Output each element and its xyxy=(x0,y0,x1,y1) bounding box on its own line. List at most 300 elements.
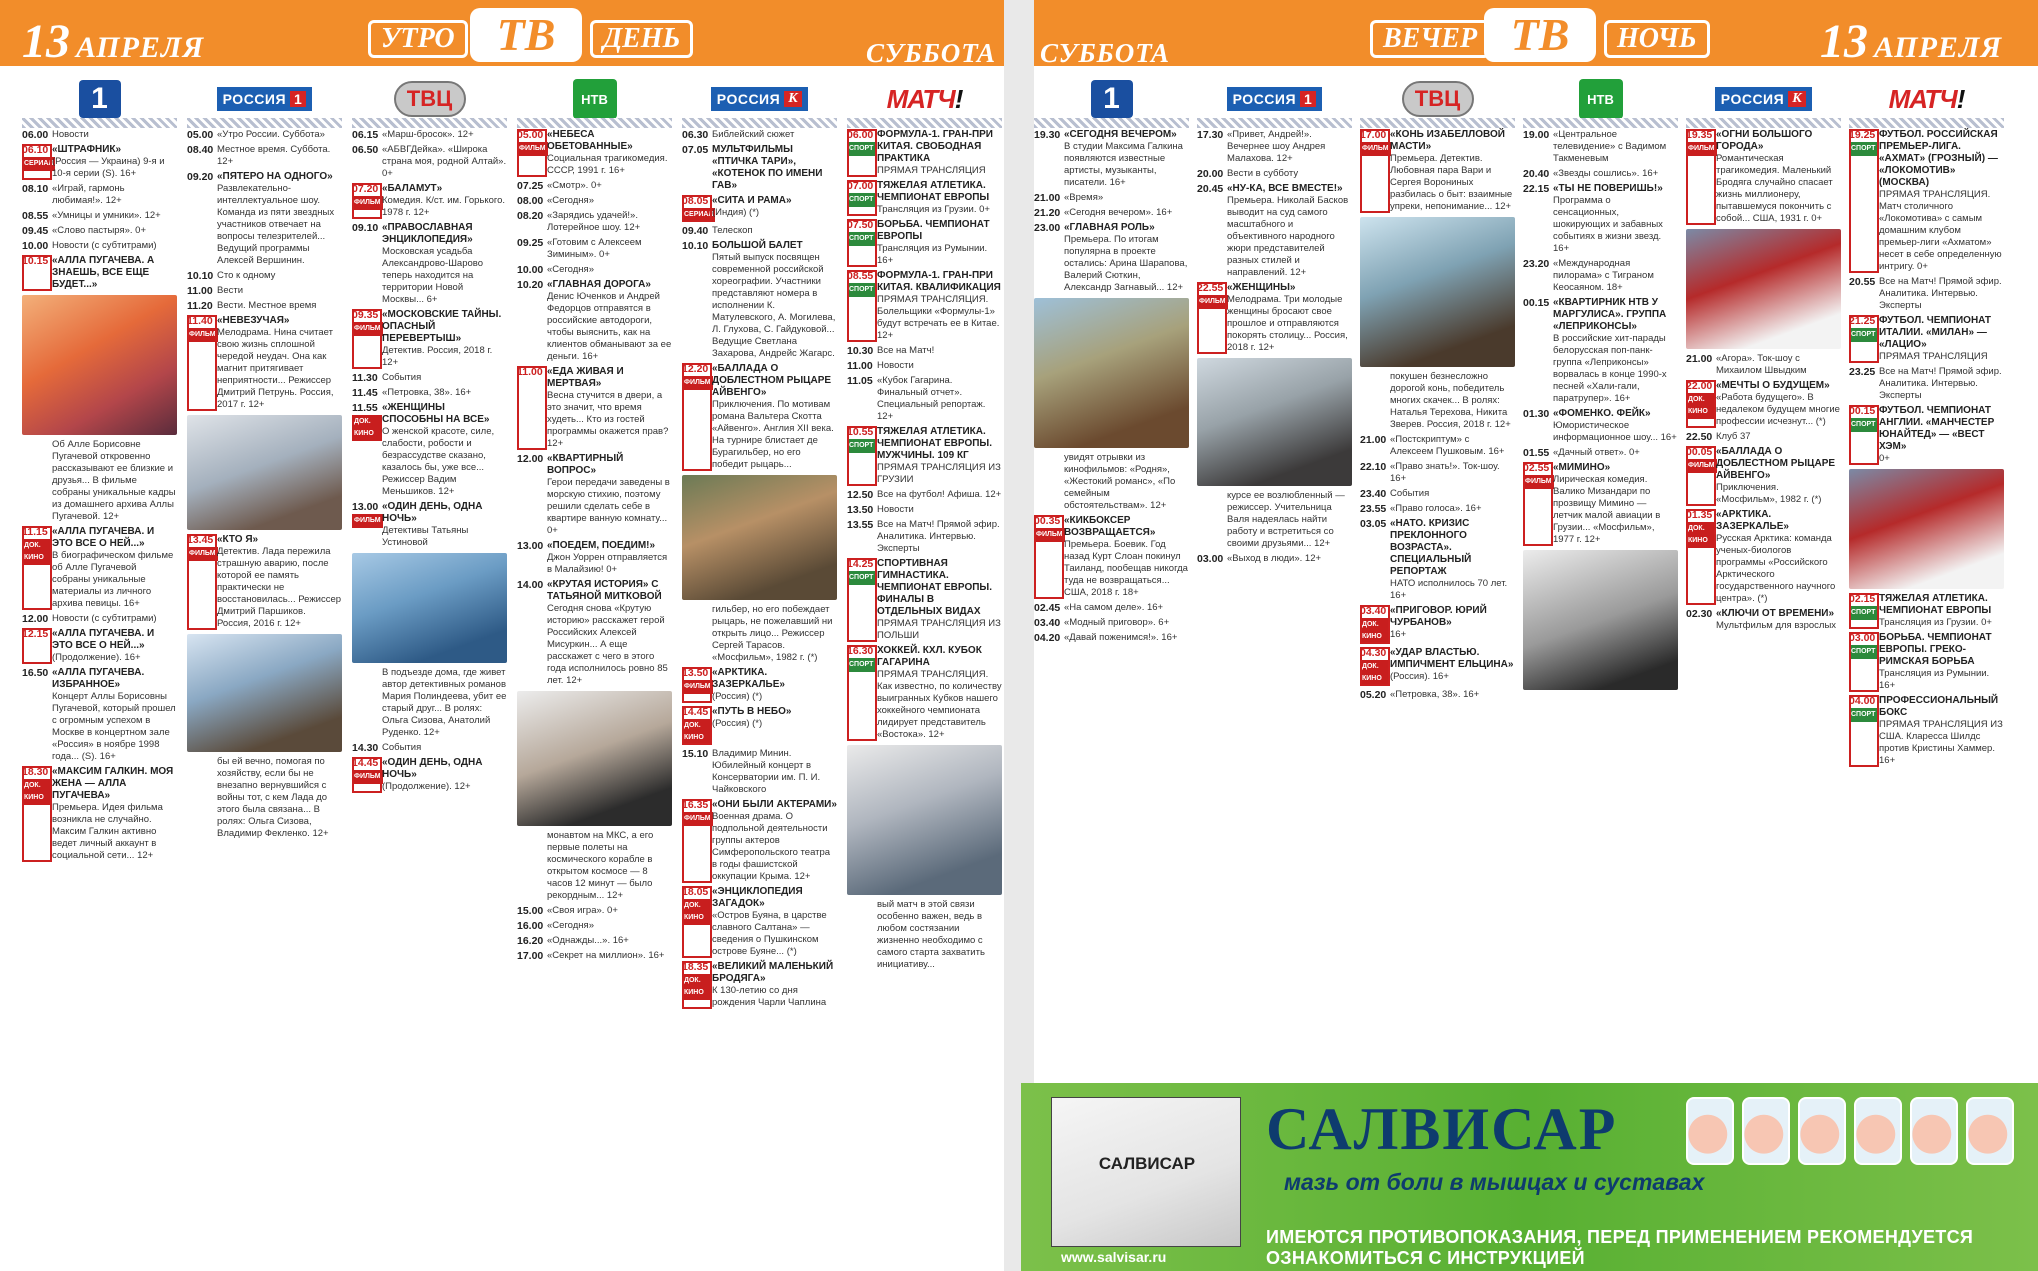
program-info xyxy=(382,402,507,498)
program-title: «МИМИНО» xyxy=(1553,462,1611,473)
program-title: «МЕЧТЫ О БУДУЩЕМ» xyxy=(1716,380,1830,391)
channel-header xyxy=(1849,74,2004,126)
program-photo xyxy=(1360,217,1515,367)
channel-column xyxy=(1523,74,1678,1252)
program-photo xyxy=(352,553,507,663)
program-entry xyxy=(22,225,177,237)
program-info xyxy=(877,519,1002,555)
program-info xyxy=(217,144,342,168)
channel-header xyxy=(1523,74,1678,126)
program-description: «На самом деле». 16+ xyxy=(1064,602,1164,613)
program-description: Русская Арктика: команда ученых-биологов программы «Российского Арктического государственного научного центра». (*) xyxy=(1716,533,1836,604)
program-entry xyxy=(1034,452,1189,512)
program-entry xyxy=(1034,602,1189,614)
program-entry xyxy=(22,766,177,862)
rossia1-logo xyxy=(1227,87,1323,111)
program-info xyxy=(52,526,177,610)
program-info xyxy=(712,961,837,1009)
program-time: 19.25 СПОРТ xyxy=(1849,129,1879,273)
channel-column xyxy=(352,74,507,1252)
program-list xyxy=(1686,126,1841,632)
program-title: «ОДИН ДЕНЬ, ОДНА НОЧЬ» xyxy=(382,757,483,780)
program-time: 00.05 ФИЛЬМ xyxy=(1686,446,1716,506)
program-info xyxy=(1390,129,1515,213)
program-info xyxy=(52,129,177,141)
program-info xyxy=(1716,446,1841,506)
program-entry xyxy=(847,129,1002,177)
program-title: «АЛЛА ПУГАЧЕВА. ИЗБРАННОЕ» xyxy=(52,667,145,690)
rossiak-logo xyxy=(1715,87,1812,111)
program-description: Юмористическое информационное шоу... 16+ xyxy=(1553,420,1677,443)
program-title: «УДАР ВЛАСТЬЮ. ИМПИЧМЕНТ ЕЛЬЦИНА» xyxy=(1390,647,1514,670)
program-entry xyxy=(1360,461,1515,485)
program-time: 12.20 ФИЛЬМ xyxy=(682,363,712,471)
program-time: 16.20 xyxy=(517,935,544,947)
right-page xyxy=(1034,0,2038,1271)
program-info xyxy=(52,210,177,222)
program-entry xyxy=(1034,129,1189,189)
genre-badge: СПОРТ xyxy=(1849,328,1877,342)
program-time: 09.25 xyxy=(517,237,544,249)
program-entry xyxy=(22,613,177,625)
program-info xyxy=(1553,297,1678,405)
program-time: 10.55 СПОРТ xyxy=(847,426,877,486)
logo-letter: К xyxy=(784,91,802,107)
channel-header xyxy=(1034,74,1189,126)
program-entry xyxy=(1849,405,2004,465)
genre-badge: ФИЛЬМ xyxy=(682,812,713,826)
program-description: Вести в субботу xyxy=(1227,168,1299,179)
program-info xyxy=(1879,315,2004,363)
program-info xyxy=(712,144,837,192)
program-entry xyxy=(1849,315,2004,363)
program-photo xyxy=(187,634,342,752)
program-time: 23.25 xyxy=(1849,366,1876,378)
program-info xyxy=(712,363,837,471)
program-description: «Сегодня» xyxy=(547,195,594,206)
genre-badge: ДОК. КИНО xyxy=(682,974,712,1000)
program-description: (Индия) (*) xyxy=(712,207,760,218)
genre-badge: ФИЛЬМ xyxy=(1686,142,1717,156)
program-title: «БАЛЛАДА О ДОБЛЕСТНОМ РЫЦАРЕ АЙВЕНГО» xyxy=(1716,446,1836,481)
program-info xyxy=(877,129,1002,177)
genre-badge: СПОРТ xyxy=(1849,645,1877,659)
program-list xyxy=(682,126,837,1009)
logo-number: 1 xyxy=(290,91,306,107)
program-time: 17.00 xyxy=(517,950,544,962)
program-info xyxy=(1064,632,1189,644)
program-description: «Марш-бросок». 12+ xyxy=(382,129,474,140)
program-entry xyxy=(517,195,672,207)
program-info xyxy=(382,742,507,754)
program-time: 14.25 СПОРТ xyxy=(847,558,877,642)
channel-column xyxy=(1360,74,1515,1252)
program-description: гильбер, но его побеждает рыцарь, не пожелавший ни открыть лицо... Режиссер Сергей Тарасов. «Мосфильм», 1982 г. (*) xyxy=(712,604,833,663)
right-date-month: АПРЕЛЯ xyxy=(1874,31,2003,64)
program-info xyxy=(217,315,342,411)
program-description: «Давай поженимся!». 16+ xyxy=(1064,632,1178,643)
program-entry xyxy=(682,144,837,192)
genre-badge: ФИЛЬМ xyxy=(1686,459,1717,473)
program-info xyxy=(52,766,177,862)
program-time: 19.00 xyxy=(1523,129,1550,141)
program-entry xyxy=(847,645,1002,741)
genre-badge: ФИЛЬМ xyxy=(352,770,383,784)
program-title: «ШТРАФНИК» xyxy=(52,144,122,155)
logo-text: РОССИЯ xyxy=(222,91,287,107)
genre-badge: СЕРИАЛ xyxy=(22,157,55,171)
genre-badge: ДОК. КИНО xyxy=(22,779,52,805)
program-time: 06.10 СЕРИАЛ xyxy=(22,144,52,180)
ad-slogan: мазь от боли в мышцах и суставах xyxy=(1284,1169,1705,1195)
program-time: 08.05 СЕРИАЛ xyxy=(682,195,712,222)
program-title: ХОККЕЙ. КХЛ. КУБОК ГАГАРИНА xyxy=(877,645,982,668)
program-time: 01.35 ДОК. КИНО xyxy=(1686,509,1716,605)
program-info xyxy=(1064,515,1189,599)
program-title: «ЖЕНЩИНЫ» xyxy=(1227,282,1296,293)
program-description: Местное время. Суббота. 12+ xyxy=(217,144,331,167)
program-description: (Россия) (*) xyxy=(712,691,763,702)
program-time xyxy=(682,604,712,664)
program-info xyxy=(382,309,507,369)
program-info xyxy=(1390,488,1515,500)
program-time: 06.50 xyxy=(352,144,379,156)
program-description: Денис Юченков и Андрей Федорцов отправятся в российские автодороги, чтобы выяснить, как на клиентов обманывают за ее деньги. 16+ xyxy=(547,291,672,362)
program-time: 14.45 ФИЛЬМ xyxy=(352,757,382,793)
program-entry xyxy=(1360,434,1515,458)
program-info xyxy=(547,279,672,363)
program-title: «СЕГОДНЯ ВЕЧЕРОМ» xyxy=(1064,129,1177,140)
program-entry xyxy=(352,501,507,549)
program-info xyxy=(1553,183,1678,255)
program-description: «Право голоса». 16+ xyxy=(1390,503,1482,514)
rossia1-logo xyxy=(217,87,313,111)
program-entry xyxy=(22,667,177,763)
program-entry xyxy=(352,372,507,384)
program-description: Приключения. По мотивам романа Вальтера Скотта «Айвенго». Англия XII века. На турнире блистает де Бурагильбер, но его победит рыцарь... xyxy=(712,399,834,470)
program-description: Концерт Аллы Борисовны Пугачевой, который прошел с огромным успехом в Москве в концертном зале «Россия» в ноябре 1998 года... (S). 16+ xyxy=(52,691,176,762)
program-photo xyxy=(847,745,1002,895)
program-description: События xyxy=(1390,488,1430,499)
program-entry xyxy=(517,279,672,363)
program-title: БОЛЬШОЙ БАЛЕТ xyxy=(712,240,803,251)
program-info xyxy=(1227,490,1352,550)
program-entry xyxy=(1686,129,1841,225)
program-info xyxy=(382,667,507,739)
program-entry xyxy=(1360,605,1515,644)
program-time: 13.45 ФИЛЬМ xyxy=(187,534,217,630)
program-time: 03.40 xyxy=(1034,617,1061,629)
program-description: Сто к одному xyxy=(217,270,276,281)
program-title: СПОРТИВНАЯ ГИМНАСТИКА. ЧЕМПИОНАТ ЕВРОПЫ. ФИНАЛЫ В ОТДЕЛЬНЫХ ВИДАХ xyxy=(877,558,992,617)
program-description: «Модный приговор». 6+ xyxy=(1064,617,1170,628)
program-description: Об Алле Борисовне Пугачевой откровенно рассказывают ее близкие и друзья... В фильме собраны уникальные кадры из домашнего архива Аллы Пугачевой. 12+ xyxy=(52,439,176,522)
program-entry xyxy=(1034,222,1189,294)
program-description: «Готовим с Алексеем Зиминым». 0+ xyxy=(547,237,642,260)
neck-icon xyxy=(1910,1097,1958,1165)
program-info xyxy=(217,270,342,282)
program-time: 08.10 xyxy=(22,183,49,195)
program-description: Премьера. Боевик. Год назад Курт Слоан покинул Таиланд, пообещав никогда туда не возвращаться... США, 2018 г. 18+ xyxy=(1064,539,1188,598)
product-box-label: САЛВИСАР xyxy=(1098,1154,1196,1173)
program-description: Военная драма. О подпольной деятельности группы актеров Симферопольского театра в годы фашистской оккупации Крыма. 12+ xyxy=(712,811,831,882)
program-info xyxy=(1553,408,1678,444)
program-description: ПРЯМАЯ ТРАНСЛЯЦИЯ. Матч столичного «Локомотива» с самым домашним клубом премьер-лиги «Ахматом» несет в себе определенную интригу. 0+ xyxy=(1879,189,2002,272)
program-title: «ПУТЬ В НЕБО» xyxy=(712,706,792,717)
program-time: 04.20 xyxy=(1034,632,1061,644)
program-title: «НАТО. КРИЗИС ПРЕКЛОННОГО ВОЗРАСТА». СПЕЦИАЛЬНЫЙ РЕПОРТАЖ xyxy=(1390,518,1472,577)
program-entry xyxy=(22,628,177,664)
program-time: 09.40 xyxy=(682,225,709,237)
program-time: 20.55 xyxy=(1849,276,1876,288)
channel-column xyxy=(187,74,342,1252)
program-description: Новости xyxy=(877,504,914,515)
program-entry xyxy=(1686,353,1841,377)
program-entry xyxy=(682,363,837,471)
program-info xyxy=(712,129,837,141)
program-title: «ПОЕДЕМ, ПОЕДИМ!» xyxy=(547,540,656,551)
program-description: Новости xyxy=(877,360,914,371)
program-info xyxy=(1716,608,1841,632)
program-description: «Агора». Ток-шоу с Михаилом Швыдким xyxy=(1716,353,1807,376)
program-description: 16+ xyxy=(1390,629,1407,640)
program-info xyxy=(1390,689,1515,701)
program-time: 11.45 xyxy=(352,387,378,399)
genre-badge: СПОРТ xyxy=(1849,606,1877,620)
program-list xyxy=(187,126,342,840)
program-description: «Играй, гармонь любимая!». 12+ xyxy=(52,183,125,206)
program-entry xyxy=(847,504,1002,516)
program-entry xyxy=(1523,447,1678,459)
program-entry xyxy=(517,540,672,576)
genre-badge: СПОРТ xyxy=(1849,418,1877,432)
program-title: «НЕБЕСА ОБЕТОВАННЫЕ» xyxy=(547,129,633,152)
program-title: «КТО Я» xyxy=(217,534,259,545)
program-title: ПРОФЕССИОНАЛЬНЫЙ БОКС xyxy=(1879,695,1999,718)
program-description: Джон Уоррен отправляется в Малайзию! 0+ xyxy=(547,552,668,575)
program-info xyxy=(877,645,1002,741)
program-info xyxy=(1390,647,1515,686)
program-time: 23.40 xyxy=(1360,488,1387,500)
program-entry xyxy=(682,961,837,1009)
program-info xyxy=(712,667,837,703)
program-time: 15.00 xyxy=(517,905,544,917)
program-entry xyxy=(682,799,837,883)
program-info xyxy=(877,375,1002,423)
program-description: В российские хит-парады белорусская поп-панк-группа «Леприконсы» ворвалась в конце 1990-х песней «Хали-гали, паратрупер». 16+ xyxy=(1553,333,1667,404)
program-description: Вести xyxy=(217,285,244,296)
tvc-logo: ТВЦ xyxy=(394,81,466,117)
program-description: (Россия) (*) xyxy=(712,718,763,729)
program-entry xyxy=(187,270,342,282)
program-title: «ПЯТЕРО НА ОДНОГО» xyxy=(217,171,333,182)
program-entry xyxy=(352,129,507,141)
program-title: «КРУТАЯ ИСТОРИЯ» С ТАТЬЯНОЙ МИТКОВОЙ xyxy=(547,579,662,602)
program-title: «ЖЕНЩИНЫ СПОСОБНЫ НА ВСЕ» xyxy=(382,402,490,425)
program-description: «Привет, Андрей!». Вечернее шоу Андрея Малахова. 12+ xyxy=(1227,129,1326,164)
program-description: Клуб 37 xyxy=(1716,431,1751,442)
program-info xyxy=(1553,462,1678,546)
program-description: В подъезде дома, где живет автор детективных романов Мария Полиндеева, убит ее старый друг... В ролях: Ольга Сизова, Анатолий Руденко. 12+ xyxy=(382,667,507,738)
program-entry xyxy=(1360,518,1515,602)
program-entry xyxy=(1360,129,1515,213)
program-entry xyxy=(847,426,1002,486)
program-entry xyxy=(847,558,1002,642)
program-list xyxy=(1197,126,1352,565)
program-description: События xyxy=(382,372,422,383)
program-description: Детективы Татьяны Устиновой xyxy=(382,525,469,548)
program-entry xyxy=(352,667,507,739)
program-time: 03.00 СПОРТ xyxy=(1849,632,1879,692)
logo-number: 1 xyxy=(1300,91,1316,107)
genre-badge: ФИЛЬМ xyxy=(187,547,218,561)
genre-badge: ФИЛЬМ xyxy=(1360,142,1391,156)
program-time: 02.30 xyxy=(1686,608,1713,620)
program-time: 18.35 ДОК. КИНО xyxy=(682,961,712,1009)
program-description: вый матч в этой связи особенно важен, ведь в любом состязании жизненно необходимо с самого старта захватить инициативу... xyxy=(877,899,985,970)
program-description: Пятый выпуск посвящен современной российской хореографии. Участники представляют номера в исполнении К. Матулевского, А. Могилева, Л. Глухова, С. Гайдуковой... Ведущие Светлана Захарова, Андрейс Жагарс. xyxy=(712,252,836,359)
program-entry xyxy=(1360,647,1515,686)
program-list xyxy=(1034,126,1189,644)
program-entry xyxy=(517,210,672,234)
program-description: ПРЯМАЯ ТРАНСЛЯЦИЯ xyxy=(1879,351,1988,362)
program-description: Все на Матч! xyxy=(877,345,935,356)
program-time xyxy=(187,756,217,840)
program-description: Премьера. Идея фильма возникла не случайно. Максим Галкин активно ведет личный аккаунт в социальной сети... 12+ xyxy=(52,802,163,861)
channel-header xyxy=(1360,74,1515,126)
program-time: 00.15 СПОРТ xyxy=(1849,405,1879,465)
genre-badge: ФИЛЬМ xyxy=(682,376,713,390)
genre-badge: ДОК. КИНО xyxy=(1686,522,1716,548)
program-info xyxy=(547,905,672,917)
program-time: 10.00 xyxy=(22,240,49,252)
program-entry xyxy=(1197,553,1352,565)
program-time: 22.55 ФИЛЬМ xyxy=(1197,282,1227,354)
program-time: 04.30 ДОК. КИНО xyxy=(1360,647,1390,686)
program-time: 10.10 xyxy=(682,240,709,252)
genre-badge: СПОРТ xyxy=(847,283,875,297)
program-description: (Россия — Украина) 9-я и 10-я серии (S). 16+ xyxy=(52,156,165,179)
program-entry xyxy=(1523,183,1678,255)
program-info xyxy=(52,144,177,180)
program-time: 23.55 xyxy=(1360,503,1387,515)
program-time: 08.00 xyxy=(517,195,544,207)
program-entry xyxy=(1849,593,2004,629)
program-info xyxy=(382,144,507,180)
program-title: «АЛЛА ПУГАЧЕВА. И ЭТО ВСЕ О НЕЙ...» xyxy=(52,526,155,549)
program-description: «Петровка, 38». 16+ xyxy=(1390,689,1480,700)
program-time: 13.00 ФИЛЬМ xyxy=(352,501,382,549)
program-title: «КЛЮЧИ ОТ ВРЕМЕНИ» xyxy=(1716,608,1835,619)
program-time: 20.45 xyxy=(1197,183,1224,195)
program-description: «Утро России. Суббота» xyxy=(217,129,325,140)
program-description: «Смотр». 0+ xyxy=(547,180,602,191)
channel-header xyxy=(682,74,837,126)
program-title: «МАКСИМ ГАЛКИН. МОЯ ЖЕНА — АЛЛА ПУГАЧЕВА» xyxy=(52,766,174,801)
program-photo xyxy=(1849,469,2004,589)
genre-badge: СПОРТ xyxy=(847,232,875,246)
program-description: «Сегодня вечером». 16+ xyxy=(1064,207,1173,218)
program-time: 15.10 xyxy=(682,748,709,760)
program-entry xyxy=(517,237,672,261)
program-entry xyxy=(682,667,837,703)
program-info xyxy=(1064,192,1189,204)
program-time: 20.00 xyxy=(1197,168,1224,180)
channel-column xyxy=(1849,74,2004,1252)
program-entry xyxy=(22,240,177,252)
program-entry xyxy=(1197,168,1352,180)
program-description: «Постскриптум» с Алексеем Пушковым. 16+ xyxy=(1390,434,1505,457)
program-description: ПРЯМАЯ ТРАНСЛЯЦИЯ ИЗ ГРУЗИИ xyxy=(877,462,1001,485)
program-info xyxy=(1064,617,1189,629)
program-entry xyxy=(187,129,342,141)
program-entry xyxy=(847,345,1002,357)
program-title: «ОНИ БЫЛИ АКТЕРАМИ» xyxy=(712,799,837,810)
program-description: Премьера. Николай Басков выводит на суд самого масштабного и объективного народного жюри представителей разных стилей и направлений. 12+ xyxy=(1227,195,1349,278)
program-entry xyxy=(517,950,672,962)
ntv-logo: НТВ xyxy=(1579,79,1623,119)
channel-header xyxy=(22,74,177,126)
program-info xyxy=(1227,282,1352,354)
program-entry xyxy=(187,300,342,312)
program-info xyxy=(1716,380,1841,428)
wrist-icon xyxy=(1966,1097,2014,1165)
genre-badge: ФИЛЬМ xyxy=(187,328,218,342)
program-time: 12.15 xyxy=(22,628,52,664)
program-time: 11.00 xyxy=(517,366,547,450)
channel-column xyxy=(1034,74,1189,1252)
program-title: ТЯЖЕЛАЯ АТЛЕТИКА. ЧЕМПИОНАТ ЕВРОПЫ. МУЖЧИНЫ. 109 КГ xyxy=(877,426,992,461)
program-entry xyxy=(847,360,1002,372)
genre-badge: ДОК. КИНО xyxy=(352,415,382,441)
program-entry xyxy=(187,534,342,630)
program-time: 18.30 ДОК. КИНО xyxy=(22,766,52,862)
program-info xyxy=(217,171,342,267)
program-info xyxy=(217,129,342,141)
perviy-logo: 1 xyxy=(1091,80,1133,118)
program-time: 19.35 ФИЛЬМ xyxy=(1686,129,1716,225)
program-title: «АЛЛА ПУГАЧЕВА. А ЗНАЕШЬ, ВСЕ ЕЩЕ БУДЕТ...» xyxy=(52,255,155,290)
program-info xyxy=(1390,434,1515,458)
program-entry xyxy=(517,579,672,687)
program-info xyxy=(712,240,837,360)
program-info xyxy=(1553,168,1678,180)
program-title: «ФОМЕНКО. ФЕЙК» xyxy=(1553,408,1651,419)
program-description: «Центральное телевидение» с Вадимом Такменевым xyxy=(1553,129,1667,164)
right-day-name: СУББОТА xyxy=(1040,38,1171,68)
program-time: 08.40 xyxy=(187,144,214,156)
program-time: 22.50 xyxy=(1686,431,1713,443)
program-entry xyxy=(847,375,1002,423)
program-entry xyxy=(187,144,342,168)
program-info xyxy=(52,255,177,291)
program-time: 07.20 ФИЛЬМ xyxy=(352,183,382,219)
program-entry xyxy=(22,144,177,180)
advertisement-banner[interactable] xyxy=(1021,1083,2038,1271)
program-info xyxy=(877,219,1002,267)
genre-badge: ФИЛЬМ xyxy=(517,142,548,156)
ad-url-link[interactable]: www.salvisar.ru xyxy=(1061,1249,1167,1265)
program-description: Трансляция из Грузии. 0+ xyxy=(1879,617,1992,628)
program-title: «ПРАВОСЛАВНАЯ ЭНЦИКЛОПЕДИЯ» xyxy=(382,222,473,245)
program-photo xyxy=(22,295,177,435)
program-info xyxy=(1064,452,1189,512)
right-date xyxy=(1820,14,2002,69)
program-time: 07.05 xyxy=(682,144,709,156)
program-info xyxy=(52,667,177,763)
program-info xyxy=(877,899,1002,971)
genre-badge: ФИЛЬМ xyxy=(352,322,383,336)
